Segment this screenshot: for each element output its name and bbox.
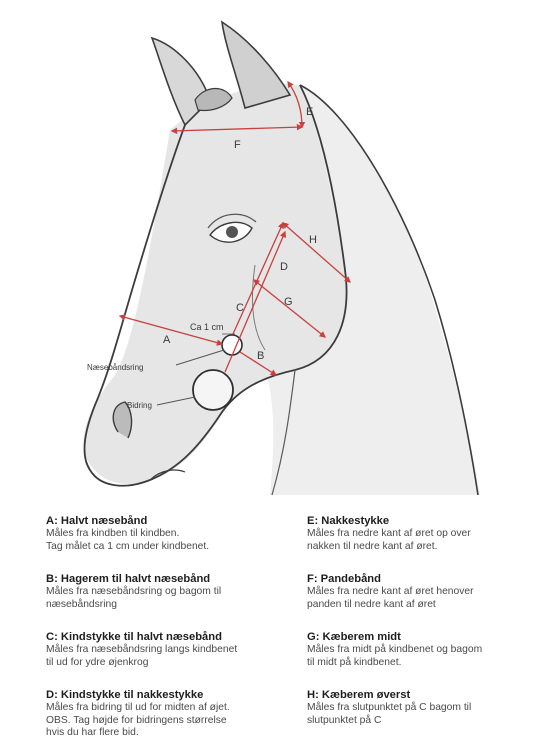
label-ca-1cm: Ca 1 cm xyxy=(190,322,224,332)
desc-line: panden til nedre kant af øret xyxy=(307,598,436,610)
desc-line: Måles fra bidring til ud for midten af øjet. xyxy=(46,702,230,713)
legend-title: C: Kindstykke til halvt næsebånd xyxy=(46,631,222,643)
legend-description xyxy=(307,644,533,669)
legend-item-H xyxy=(307,688,533,727)
desc-line: nakken til nedre kant af øret. xyxy=(307,540,438,552)
legend-description xyxy=(307,586,533,611)
legend-title: F: Pandebånd xyxy=(307,573,381,585)
desc-line: hvis du har flere bid. xyxy=(46,727,139,739)
legend-item-B xyxy=(46,572,286,611)
label-A: A xyxy=(163,334,171,346)
legend-description xyxy=(307,702,533,727)
legend-item-G xyxy=(307,630,533,669)
label-E: E xyxy=(306,106,314,118)
label-D: D xyxy=(280,261,288,273)
legend-title: G: Kæberem midt xyxy=(307,631,401,643)
desc-line: til midt på kindbenet. xyxy=(307,656,402,668)
label-noseband-ring: Næsebåndsring xyxy=(87,363,144,372)
label-G: G xyxy=(284,296,293,308)
bit-ring xyxy=(193,370,233,410)
desc-line: Tag målet ca 1 cm under kindbenet. xyxy=(46,540,210,552)
desc-line: til ud for ydre øjenkrog xyxy=(46,656,149,668)
label-H: H xyxy=(309,234,317,246)
legend-item-A xyxy=(46,514,286,553)
legend-description xyxy=(46,644,286,669)
desc-line: Måles fra næsebåndsring langs kindbenet xyxy=(46,644,238,655)
desc-line: OBS. Tag højde for bidringens størrelse xyxy=(46,714,227,726)
legend-description xyxy=(307,528,533,553)
legend-title: B: Hagerem til halvt næsebånd xyxy=(46,573,211,585)
desc-line: Måles fra midt på kindbenet og bagom xyxy=(307,644,483,655)
label-B: B xyxy=(257,350,265,362)
legend-description xyxy=(46,586,286,611)
desc-line: Måles fra slutpunktet på C bagom til xyxy=(307,702,472,713)
desc-line: næsebåndsring xyxy=(46,598,117,610)
desc-line: Måles fra kindben til kindben. xyxy=(46,528,180,539)
legend-title: A: Halvt næsebånd xyxy=(46,515,148,527)
desc-line: Måles fra nedre kant af øret op over xyxy=(307,528,471,539)
legend-item-F xyxy=(307,572,533,611)
measurement-legend xyxy=(0,505,533,754)
horse-illustration xyxy=(83,22,480,495)
legend-item-C xyxy=(46,630,286,669)
desc-line: slutpunktet på C xyxy=(307,714,382,726)
legend-title: E: Nakkestykke xyxy=(307,515,390,527)
legend-description xyxy=(46,702,286,740)
label-F: F xyxy=(234,139,241,151)
desc-line: Måles fra næsebåndsring og bagom til xyxy=(46,586,222,597)
label-C: C xyxy=(236,302,244,314)
legend-item-E xyxy=(307,514,533,553)
legend-item-D xyxy=(46,688,286,740)
label-bit-ring: Bidring xyxy=(127,401,152,410)
legend-description xyxy=(46,528,286,553)
legend-title: H: Kæberem øverst xyxy=(307,689,411,701)
legend-title: D: Kindstykke til nakkestykke xyxy=(46,689,204,701)
desc-line: Måles fra nedre kant af øret henover xyxy=(307,586,474,597)
